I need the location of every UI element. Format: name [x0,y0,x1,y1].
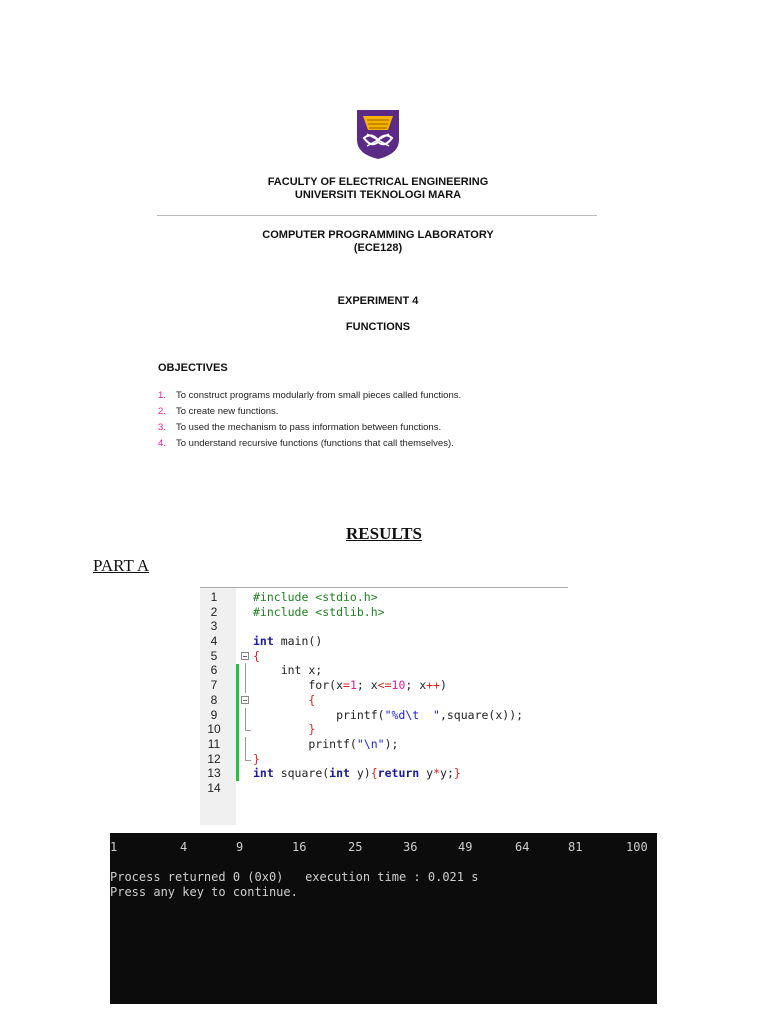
output-value: 81 [568,840,583,854]
objective-number: 1. [158,390,166,401]
line-number: 6 [210,663,218,678]
objective-item [158,420,461,436]
fold-end-marker [245,722,251,731]
faculty-heading [150,176,606,202]
code-line [200,634,568,649]
faculty-name: FACULTY OF ELECTRICAL ENGINEERING [267,176,489,188]
line-number: 7 [210,678,218,693]
output-value: 100 [626,840,648,854]
line-number: 12 [207,751,221,766]
code-text: for(x=1; x<=10; x++) [253,678,447,693]
line-number: 4 [210,634,218,649]
output-value: 36 [403,840,418,854]
fold-guide [245,737,246,752]
code-text: #include <stdlib.h> [253,604,385,619]
experiment-title: EXPERIMENT 4 [337,295,419,307]
code-text: printf("\n"); [253,736,399,751]
objective-number: 3. [158,422,166,433]
university-logo [355,108,401,160]
output-value: 16 [292,840,307,854]
line-number: 5 [210,648,218,663]
objective-text: To construct programs modularly from small pieces called functions. [176,390,462,401]
fold-guide [245,663,246,678]
objective-number: 2. [158,406,166,417]
output-value: 4 [180,840,188,854]
lab-name: COMPUTER PROGRAMMING LABORATORY [262,229,494,241]
line-number: 14 [207,780,221,795]
code-text: } [308,722,316,737]
process-status-line: Process returned 0 (0x0) execution time : 0.021 s [110,870,479,884]
code-editor [200,587,568,825]
code-line [200,722,568,737]
code-line [200,708,568,723]
program-output-row [110,840,657,855]
code-text: int main() [253,634,323,649]
code-text: #include <stdio.h> [253,590,378,604]
code-text: printf("%d\t ",square(x)); [253,707,524,722]
continue-prompt-line: Press any key to continue. [110,885,298,899]
code-line [200,590,568,605]
objectives-list [158,388,461,452]
fold-guide [245,678,246,693]
code-line [200,693,568,708]
fold-guide [245,708,246,723]
output-value: 25 [348,840,363,854]
code-line [200,605,568,620]
results-heading: RESULTS [346,524,422,543]
code-lines [200,590,568,796]
code-line [200,766,568,781]
code-line [200,678,568,693]
line-number: 2 [210,604,218,619]
line-number: 10 [207,722,221,737]
code-line [200,619,568,634]
objective-number: 4. [158,438,166,449]
objective-item [158,436,461,452]
output-value: 49 [458,840,473,854]
line-number: 8 [210,692,218,707]
code-line [200,781,568,796]
line-number: 9 [210,707,218,722]
objective-text: To used the mechanism to pass information between functions. [176,422,442,433]
console-window [110,833,657,1004]
code-line [200,737,568,752]
line-number: 11 [207,736,221,751]
course-code: (ECE128) [353,242,403,254]
objectives-title: OBJECTIVES [158,362,228,374]
line-number: 13 [207,766,221,781]
experiment-topic: FUNCTIONS [345,321,411,333]
code-line [200,649,568,664]
code-text: int square(int y){return y*y;} [253,766,461,781]
fold-end-marker [245,752,251,761]
line-number: 3 [210,619,218,634]
output-value: 9 [236,840,244,854]
lab-heading [150,229,606,255]
fold-toggle-icon[interactable] [241,652,249,660]
part-a-heading: PART A [93,556,150,575]
objective-text: To create new functions. [176,406,279,417]
objective-text: To understand recursive functions (functions that call themselves). [176,438,454,449]
fold-toggle-icon[interactable] [241,696,249,704]
output-value: 1 [110,840,118,854]
university-name: UNIVERSITI TEKNOLOGI MARA [294,189,462,201]
code-text: } [253,751,260,766]
code-line [200,663,568,678]
code-text: int x; [253,663,323,678]
line-number: 1 [210,590,218,604]
objective-item [158,388,461,404]
output-value: 64 [515,840,530,854]
code-text: { [308,692,316,707]
code-line [200,752,568,767]
header-divider [157,215,597,216]
objective-item [158,404,461,420]
code-text: { [253,648,260,663]
